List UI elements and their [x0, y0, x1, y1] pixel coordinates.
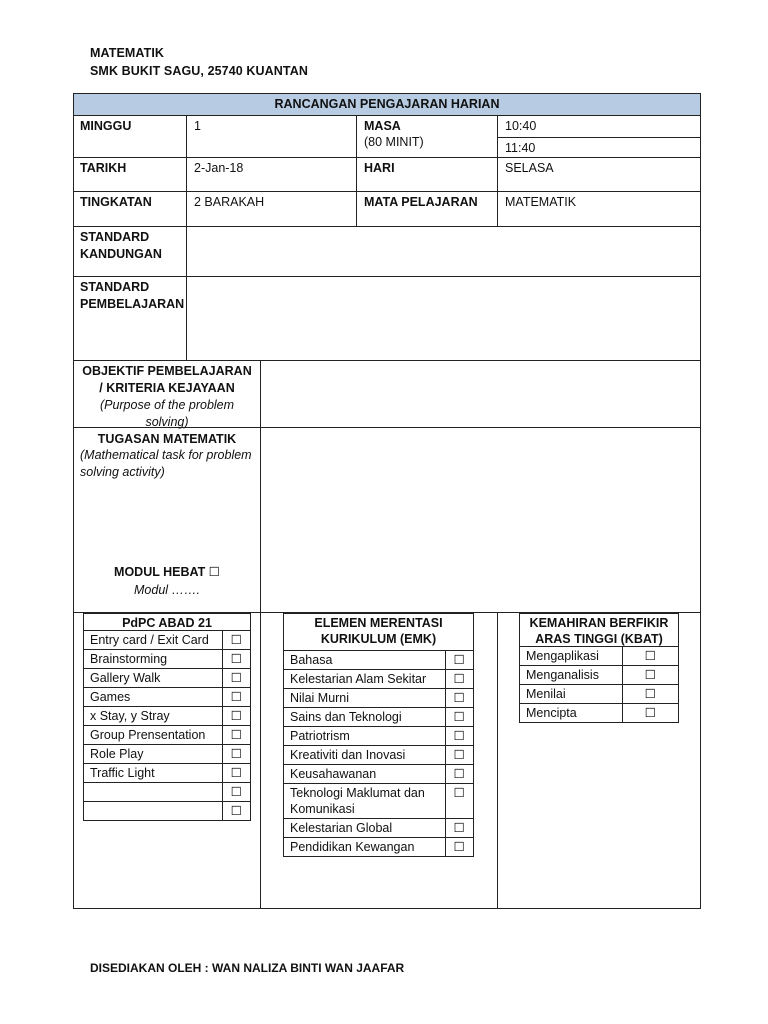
pdpc-table — [83, 630, 251, 821]
tugasan-note: (Mathematical task for problem solving activity) — [80, 448, 252, 479]
kbat-item: Menganalisis — [520, 666, 623, 685]
pdpc-item: Gallery Walk — [84, 669, 223, 688]
checkbox[interactable]: ☐ — [445, 784, 474, 819]
minggu-label: MINGGU — [80, 119, 132, 133]
table-row — [84, 802, 251, 821]
standard-kandungan-label: STANDARD KANDUNGAN — [80, 230, 162, 261]
hari-value: SELASA — [505, 161, 554, 175]
table-row — [84, 631, 251, 650]
standard-pembelajaran-label: STANDARD PEMBELAJARAN — [80, 280, 185, 311]
pdpc-item — [84, 802, 223, 821]
tingkatan-value: 2 BARAKAH — [194, 195, 265, 209]
emk-item: Teknologi Maklumat dan Komunikasi — [284, 784, 446, 819]
tingkatan-label: TINGKATAN — [80, 195, 152, 209]
checkbox[interactable]: ☐ — [222, 745, 250, 764]
checkbox[interactable]: ☐ — [445, 651, 474, 670]
masa-end: 11:40 — [505, 141, 536, 155]
checkbox[interactable]: ☐ — [622, 685, 678, 704]
emk-item: Kelestarian Global — [284, 819, 446, 838]
tarikh-label: TARIKH — [80, 161, 127, 175]
masa-start: 10:40 — [505, 119, 537, 133]
table-row — [520, 666, 679, 685]
pdpc-item: Brainstorming — [84, 650, 223, 669]
modul-hebat-label: MODUL HEBAT ☐ — [114, 565, 220, 579]
masa-duration: (80 MINIT) — [364, 135, 424, 149]
plan-title: RANCANGAN PENGAJARAN HARIAN — [74, 94, 700, 116]
pdpc-item: Entry card / Exit Card — [84, 631, 223, 650]
kbat-table — [519, 646, 679, 723]
table-row — [284, 784, 474, 819]
table-row — [84, 669, 251, 688]
pdpc-item: Games — [84, 688, 223, 707]
emk-item: Kreativiti dan Inovasi — [284, 746, 446, 765]
tarikh-value: 2-Jan-18 — [194, 161, 244, 175]
checkbox[interactable]: ☐ — [622, 704, 678, 723]
emk-item: Nilai Murni — [284, 689, 446, 708]
table-row — [84, 688, 251, 707]
table-row — [284, 727, 474, 746]
modul-note: Modul ……. — [134, 583, 200, 597]
table-row — [284, 670, 474, 689]
table-row — [520, 685, 679, 704]
table-row — [84, 726, 251, 745]
table-row — [284, 765, 474, 784]
table-row — [284, 838, 474, 857]
table-row — [284, 819, 474, 838]
objektif-label: OBJEKTIF PEMBELAJARAN / KRITERIA KEJAYAAN — [82, 364, 252, 395]
tugasan-label: TUGASAN MATEMATIK — [97, 432, 237, 446]
pdpc-item: Group Prensentation — [84, 726, 223, 745]
kbat-title: KEMAHIRAN BERFIKIR ARAS TINGGI (KBAT) — [519, 613, 679, 647]
checkbox[interactable]: ☐ — [222, 688, 250, 707]
table-row — [84, 783, 251, 802]
kbat-item: Menilai — [520, 685, 623, 704]
emk-table — [283, 650, 474, 857]
checkbox[interactable]: ☐ — [222, 783, 250, 802]
pdpc-item: x Stay, y Stray — [84, 707, 223, 726]
table-row — [284, 651, 474, 670]
emk-item: Sains dan Teknologi — [284, 708, 446, 727]
mata-pelajaran-value: MATEMATIK — [505, 195, 577, 209]
emk-item: Bahasa — [284, 651, 446, 670]
mata-pelajaran-label: MATA PELAJARAN — [364, 195, 478, 209]
objektif-note: (Purpose of the problem solving) — [99, 398, 235, 429]
emk-title: ELEMEN MERENTASI KURIKULUM (EMK) — [283, 613, 474, 651]
checkbox[interactable]: ☐ — [222, 631, 250, 650]
checkbox[interactable]: ☐ — [445, 765, 474, 784]
table-row — [284, 689, 474, 708]
checkbox[interactable]: ☐ — [445, 689, 474, 708]
table-row — [284, 708, 474, 727]
checkbox[interactable]: ☐ — [622, 666, 678, 685]
kbat-item: Mengaplikasi — [520, 647, 623, 666]
checkbox[interactable]: ☐ — [222, 707, 250, 726]
checkbox[interactable]: ☐ — [445, 819, 474, 838]
table-row — [520, 647, 679, 666]
emk-item: Patriotrism — [284, 727, 446, 746]
pdpc-item: Role Play — [84, 745, 223, 764]
table-row — [84, 650, 251, 669]
table-row — [84, 707, 251, 726]
prepared-by: DISEDIAKAN OLEH : WAN NALIZA BINTI WAN JAAFAR — [90, 961, 405, 975]
checkbox[interactable]: ☐ — [222, 650, 250, 669]
hari-label: HARI — [364, 161, 395, 175]
minggu-value: 1 — [194, 119, 201, 133]
checkbox[interactable]: ☐ — [222, 669, 250, 688]
pdpc-item: Traffic Light — [84, 764, 223, 783]
emk-item: Pendidikan Kewangan — [284, 838, 446, 857]
table-row — [84, 764, 251, 783]
pdpc-item — [84, 783, 223, 802]
checkbox[interactable]: ☐ — [445, 838, 474, 857]
checkbox[interactable]: ☐ — [222, 726, 250, 745]
checkbox[interactable]: ☐ — [222, 802, 250, 821]
checkbox[interactable]: ☐ — [445, 727, 474, 746]
table-row — [520, 704, 679, 723]
checkbox[interactable]: ☐ — [222, 764, 250, 783]
checkbox[interactable]: ☐ — [445, 670, 474, 689]
checkbox[interactable]: ☐ — [622, 647, 678, 666]
masa-label: MASA — [364, 119, 401, 133]
table-row — [284, 746, 474, 765]
kbat-item: Mencipta — [520, 704, 623, 723]
table-row — [84, 745, 251, 764]
checkbox[interactable]: ☐ — [445, 708, 474, 727]
checkbox[interactable]: ☐ — [445, 746, 474, 765]
emk-item: Keusahawanan — [284, 765, 446, 784]
emk-item: Kelestarian Alam Sekitar — [284, 670, 446, 689]
pdpc-title: PdPC ABAD 21 — [83, 613, 251, 632]
school-name: SMK BUKIT SAGU, 25740 KUANTAN — [90, 64, 308, 78]
subject-title: MATEMATIK — [90, 46, 165, 60]
